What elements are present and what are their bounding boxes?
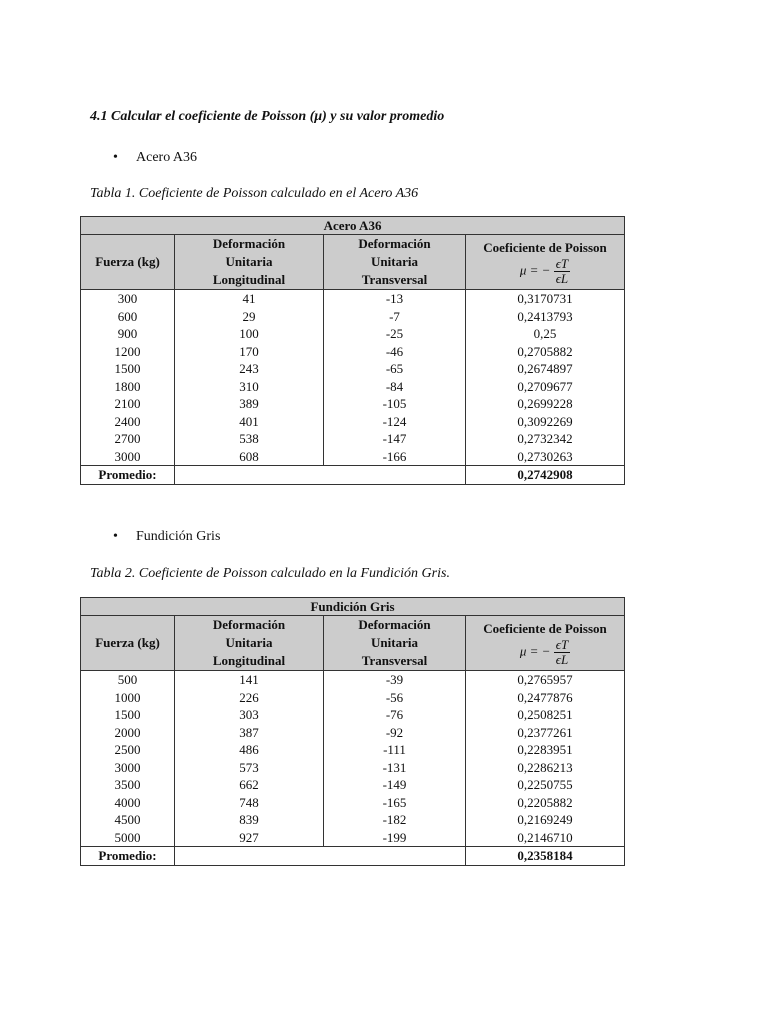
bullet-dot-icon: • xyxy=(113,529,118,544)
cell-coef: 0,2709677 xyxy=(466,378,625,396)
table-row xyxy=(81,413,625,431)
table-row xyxy=(81,325,625,343)
cell-fuerza: 3000 xyxy=(81,448,175,466)
table-row xyxy=(81,689,625,707)
cell-fuerza: 500 xyxy=(81,671,175,689)
cell-coef: 0,2674897 xyxy=(466,360,625,378)
cell-long: 662 xyxy=(175,776,324,794)
cell-trans: -7 xyxy=(324,308,466,326)
table-acero xyxy=(80,216,625,485)
cell-coef: 0,2146710 xyxy=(466,829,625,847)
cell-fuerza: 600 xyxy=(81,308,175,326)
cell-trans: -124 xyxy=(324,413,466,431)
cell-long: 389 xyxy=(175,395,324,413)
cell-coef: 0,2705882 xyxy=(466,343,625,361)
section-heading: 4.1 Calcular el coeficiente de Poisson (μ) y su valor promedio xyxy=(90,109,445,124)
cell-coef: 0,2699228 xyxy=(466,395,625,413)
cell-trans: -13 xyxy=(324,290,466,308)
header-long: Deformación Unitaria Longitudinal xyxy=(175,616,324,671)
cell-fuerza: 3000 xyxy=(81,759,175,777)
cell-long: 243 xyxy=(175,360,324,378)
table-row xyxy=(81,706,625,724)
header-long: Deformación Unitaria Longitudinal xyxy=(175,235,324,290)
cell-trans: -111 xyxy=(324,741,466,759)
cell-fuerza: 2700 xyxy=(81,430,175,448)
cell-trans: -25 xyxy=(324,325,466,343)
cell-trans: -39 xyxy=(324,671,466,689)
cell-long: 748 xyxy=(175,794,324,812)
table-row xyxy=(81,724,625,742)
cell-fuerza: 2500 xyxy=(81,741,175,759)
cell-coef: 0,2413793 xyxy=(466,308,625,326)
header-fuerza: Fuerza (kg) xyxy=(81,235,175,290)
cell-coef: 0,3170731 xyxy=(466,290,625,308)
cell-long: 573 xyxy=(175,759,324,777)
cell-long: 927 xyxy=(175,829,324,847)
table-row xyxy=(81,395,625,413)
table2-caption: Tabla 2. Coeficiente de Poisson calculado en la Fundición Gris. xyxy=(90,566,450,581)
cell-fuerza: 1500 xyxy=(81,706,175,724)
header-fuerza: Fuerza (kg) xyxy=(81,616,175,671)
cell-coef: 0,2377261 xyxy=(466,724,625,742)
cell-long: 401 xyxy=(175,413,324,431)
bullet-fundicion-label: Fundición Gris xyxy=(136,529,221,544)
cell-coef: 0,25 xyxy=(466,325,625,343)
table-title: Fundición Gris xyxy=(81,598,625,616)
bullet-acero-label: Acero A36 xyxy=(136,150,198,165)
table-row xyxy=(81,343,625,361)
promedio-value: 0,2742908 xyxy=(466,466,625,485)
table-row xyxy=(81,829,625,847)
table-row xyxy=(81,794,625,812)
cell-long: 486 xyxy=(175,741,324,759)
cell-fuerza: 1500 xyxy=(81,360,175,378)
cell-trans: -199 xyxy=(324,829,466,847)
table-row xyxy=(81,741,625,759)
cell-coef: 0,2169249 xyxy=(466,811,625,829)
cell-fuerza: 1800 xyxy=(81,378,175,396)
cell-long: 41 xyxy=(175,290,324,308)
table-row xyxy=(81,759,625,777)
cell-trans: -147 xyxy=(324,430,466,448)
table-row xyxy=(81,776,625,794)
cell-long: 310 xyxy=(175,378,324,396)
cell-trans: -131 xyxy=(324,759,466,777)
poisson-formula: μ = − $\frac{\epsilon T}{\epsilon L}$ xyxy=(519,636,569,667)
table-title: Acero A36 xyxy=(81,217,625,235)
cell-trans: -46 xyxy=(324,343,466,361)
table-row xyxy=(81,360,625,378)
cell-trans: -166 xyxy=(324,448,466,466)
cell-fuerza: 2100 xyxy=(81,395,175,413)
cell-fuerza: 900 xyxy=(81,325,175,343)
cell-trans: -56 xyxy=(324,689,466,707)
table-row xyxy=(81,308,625,326)
cell-fuerza: 2400 xyxy=(81,413,175,431)
poisson-formula: μ = − $\frac{\epsilon T}{\epsilon L}$ xyxy=(519,255,569,286)
promedio-label: Promedio: xyxy=(81,466,175,485)
cell-fuerza: 2000 xyxy=(81,724,175,742)
cell-long: 100 xyxy=(175,325,324,343)
cell-fuerza: 300 xyxy=(81,290,175,308)
table1-caption: Tabla 1. Coeficiente de Poisson calculado en el Acero A36 xyxy=(90,186,419,201)
cell-trans: -105 xyxy=(324,395,466,413)
promedio-empty xyxy=(175,847,466,866)
table-row xyxy=(81,811,625,829)
cell-coef: 0,2477876 xyxy=(466,689,625,707)
table-row xyxy=(81,448,625,466)
cell-fuerza: 1200 xyxy=(81,343,175,361)
table-row xyxy=(81,671,625,689)
cell-trans: -149 xyxy=(324,776,466,794)
header-trans: Deformación Unitaria Transversal xyxy=(324,235,466,290)
cell-long: 387 xyxy=(175,724,324,742)
table-row xyxy=(81,430,625,448)
header-coef: Coeficiente de Poisson μ = − $\frac{\epsilon T}{\epsilon L}$ xyxy=(466,235,625,290)
table-row xyxy=(81,378,625,396)
cell-trans: -92 xyxy=(324,724,466,742)
table-row xyxy=(81,290,625,308)
cell-long: 170 xyxy=(175,343,324,361)
cell-long: 141 xyxy=(175,671,324,689)
cell-coef: 0,2286213 xyxy=(466,759,625,777)
cell-coef: 0,3092269 xyxy=(466,413,625,431)
cell-fuerza: 4000 xyxy=(81,794,175,812)
bullet-dot-icon: • xyxy=(113,150,118,165)
cell-coef: 0,2508251 xyxy=(466,706,625,724)
cell-trans: -84 xyxy=(324,378,466,396)
cell-trans: -182 xyxy=(324,811,466,829)
cell-long: 29 xyxy=(175,308,324,326)
cell-coef: 0,2732342 xyxy=(466,430,625,448)
cell-coef: 0,2205882 xyxy=(466,794,625,812)
cell-coef: 0,2730263 xyxy=(466,448,625,466)
cell-trans: -76 xyxy=(324,706,466,724)
cell-fuerza: 1000 xyxy=(81,689,175,707)
promedio-empty xyxy=(175,466,466,485)
cell-fuerza: 3500 xyxy=(81,776,175,794)
cell-fuerza: 4500 xyxy=(81,811,175,829)
promedio-value: 0,2358184 xyxy=(466,847,625,866)
cell-long: 839 xyxy=(175,811,324,829)
cell-long: 226 xyxy=(175,689,324,707)
header-coef: Coeficiente de Poisson μ = − $\frac{\epsilon T}{\epsilon L}$ xyxy=(466,616,625,671)
cell-fuerza: 5000 xyxy=(81,829,175,847)
cell-long: 303 xyxy=(175,706,324,724)
cell-coef: 0,2250755 xyxy=(466,776,625,794)
cell-trans: -65 xyxy=(324,360,466,378)
cell-long: 538 xyxy=(175,430,324,448)
cell-trans: -165 xyxy=(324,794,466,812)
header-trans: Deformación Unitaria Transversal xyxy=(324,616,466,671)
cell-coef: 0,2765957 xyxy=(466,671,625,689)
cell-coef: 0,2283951 xyxy=(466,741,625,759)
cell-long: 608 xyxy=(175,448,324,466)
table-fundicion xyxy=(80,597,625,866)
promedio-label: Promedio: xyxy=(81,847,175,866)
